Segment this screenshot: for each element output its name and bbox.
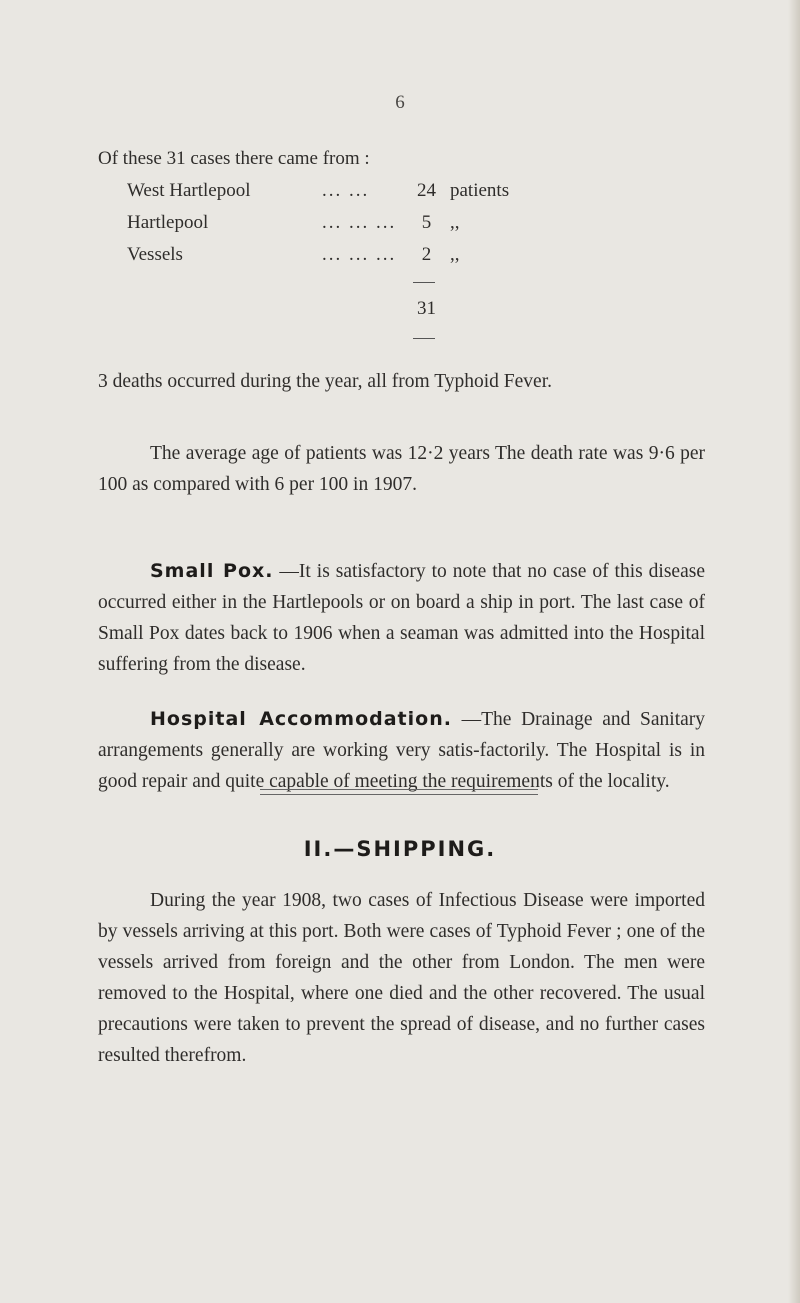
small-pox-heading: Small Pox. [150,560,274,582]
section-title: II.—SHIPPING. [303,837,497,861]
origin-unit: ,, [450,244,460,265]
leader-dots: ... ... ... [322,212,397,233]
origins-table [127,180,687,319]
origin-count: 2 [421,244,432,265]
hospital-heading: Hospital Accommodation. [150,708,452,730]
shipping-paragraph: During the year 1908, two cases of Infectious Disease were imported by vessels arriving at this port. Both were cases of Typhoid Fever ; one of the vessels arrived from foreign and the other from London. The men were removed to the Hospital, where one died and the other recovered. The usual precautions were taken to prevent the spread of disease, and no further cases resulted therefrom. [98,890,705,1066]
origin-count: 5 [421,212,432,233]
origins-total: 31 [417,298,436,319]
origin-place: Hartlepool [127,212,209,233]
table-row [127,212,687,244]
origin-count: 24 [417,180,436,201]
hospital-text: —The Drainage and Sanitary arrangements generally are working very satis-factorily. The Hospital is in good repair and quite capable of meeting the requirements of the locality. [98,709,706,792]
origin-place: Vessels [127,244,183,265]
intro-line: Of these 31 cases there came from : [98,148,370,169]
small-pox-paragraph [98,556,705,680]
leader-dots: ... ... [322,180,370,201]
sum-rule [413,338,435,339]
table-row [127,180,687,212]
small-pox-text: —It is satisfactory to note that no case of this disease occurred either in the Hartlepools or on board a ship in port. The last case of Small Pox dates back to 1906 when a seaman was admitted into the Hospital suffering from the disease. [98,561,705,675]
origin-unit: ,, [450,212,460,233]
hospital-paragraph [98,704,705,797]
origin-unit: patients [450,180,510,201]
deaths-paragraph: 3 deaths occurred during the year, all from Typhoid Fever. [98,371,552,392]
average-age-paragraph: The average age of patients was 12·2 years The death rate was 9·6 per 100 as compared with 6 per 100 in 1907. [98,443,705,495]
page-edge-shadow [788,0,800,1303]
section-divider [260,789,538,795]
leader-dots: ... ... ... [322,244,397,265]
origin-place: West Hartlepool [127,180,251,201]
sum-rule [413,282,435,283]
table-row [127,244,687,276]
page-number: 6 [395,92,405,113]
